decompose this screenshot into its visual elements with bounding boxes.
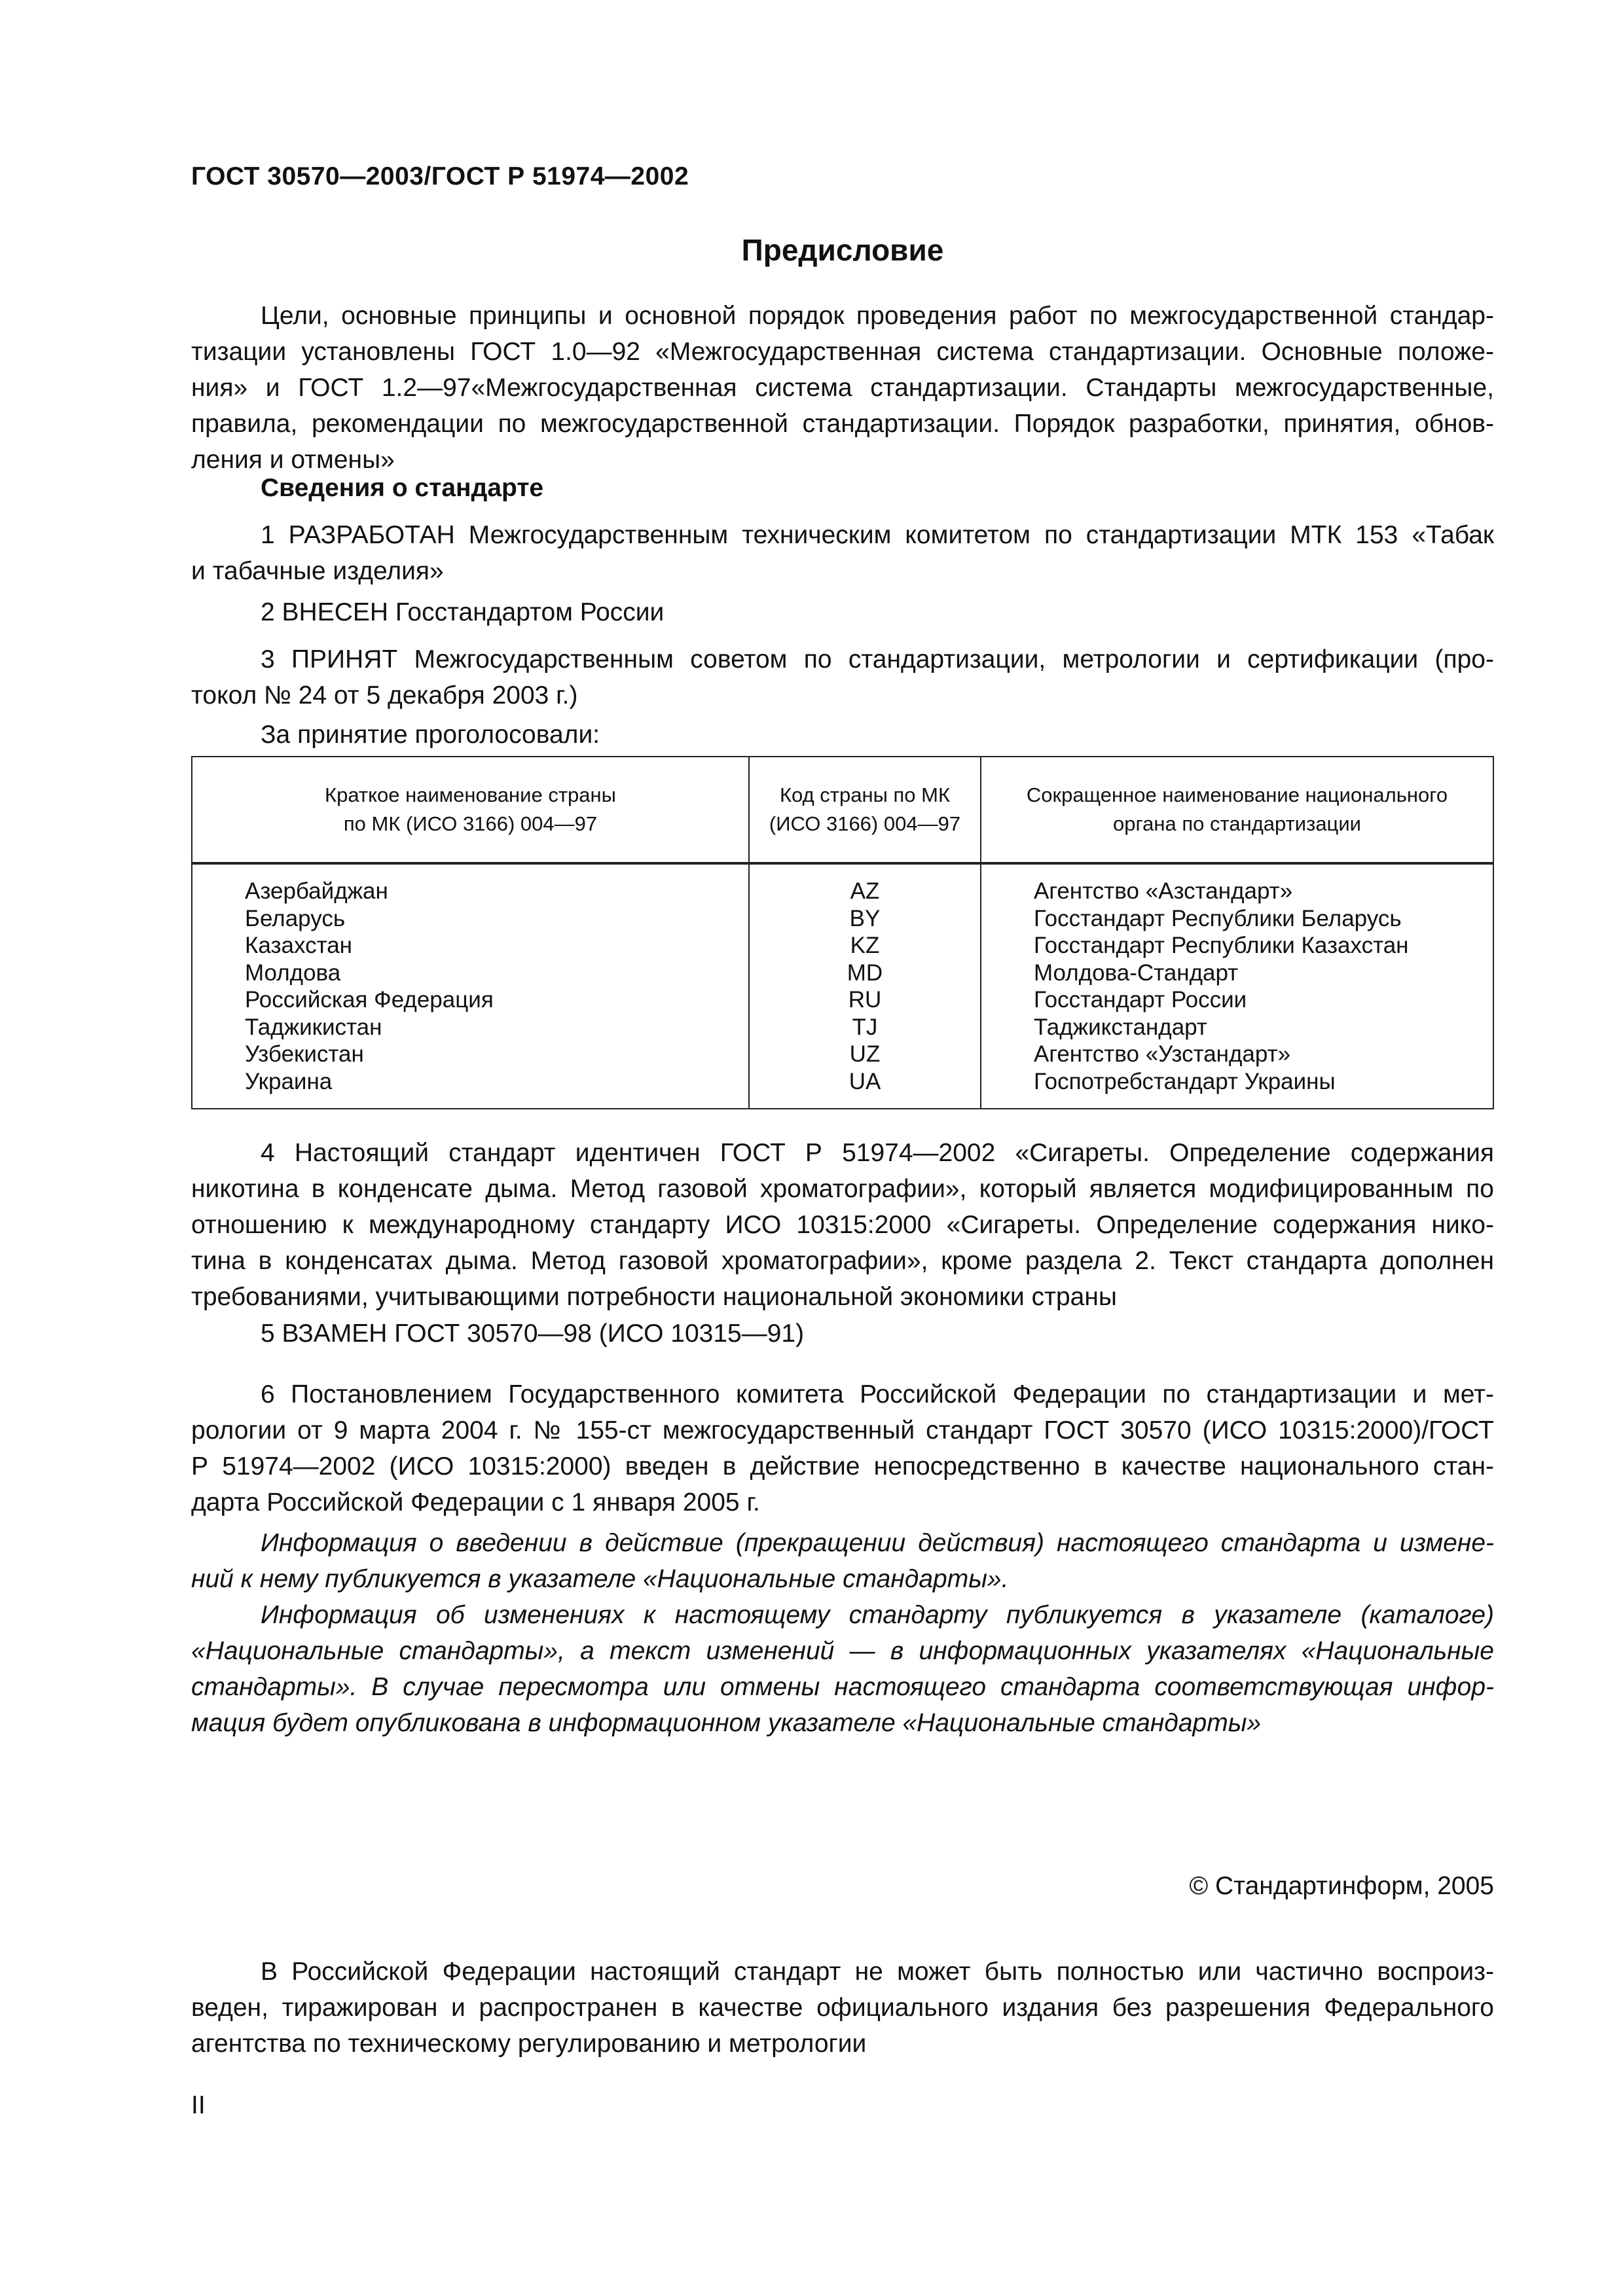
text-line: агентства по техническому регулированию и метрологии: [191, 2030, 867, 2058]
text-line: мация будет опубликована в информационном указателе «Национальные стандарты»: [191, 1709, 1262, 1737]
info-paragraph-2: [191, 1597, 1494, 1741]
code-cell: TJ: [852, 1014, 878, 1040]
text-line: тизации установлены ГОСТ 1.0—92 «Межгосударственная система стандартизации. Основные положе-: [191, 338, 1494, 366]
agency-cell: Госстандарт России: [1034, 987, 1247, 1013]
agency-cell: Госстандарт Республики Беларусь: [1034, 905, 1402, 931]
country-cell: Российская Федерация: [245, 987, 494, 1013]
text-line: правила, рекомендации по межгосударственной стандартизации. Порядок разработки, принятия, обнов-: [191, 410, 1494, 438]
text-line: ний к нему публикуется в указателе «Национальные стандарты».: [191, 1565, 1009, 1593]
code-cell: KZ: [850, 933, 880, 958]
text-line: тина в конденсатах дыма. Метод газовой хроматографии», кроме раздела 2. Текст стандарта дополнен: [191, 1247, 1494, 1275]
agency-cell: Агентство «Азстандарт»: [1034, 878, 1293, 904]
header-text: Код страны по МК: [779, 783, 951, 806]
text-line: В Российской Федерации настоящий стандарт не может быть полностью или частично воспроиз-: [261, 1958, 1494, 1986]
code-cell: UZ: [849, 1041, 881, 1067]
text-line: 2 ВНЕСЕН Госстандартом России: [261, 598, 665, 626]
table-body-row: [192, 863, 1493, 1109]
legal-notice: [191, 1954, 1494, 2062]
text-line: Информация о введении в действие (прекращении действия) настоящего стандарта и изменe-: [261, 1529, 1494, 1557]
text-line: веден, тиражирован и распространен в качестве официального издания без разрешения Федерального: [191, 1994, 1494, 2022]
text-line: требованиями, учитывающими потребности национальной экономики страны: [191, 1283, 1117, 1311]
agency-cell: Таджикстандарт: [1034, 1014, 1207, 1040]
country-cell: Беларусь: [245, 905, 346, 931]
text-line: ления и отмены»: [191, 446, 395, 474]
item-4: [191, 1135, 1494, 1315]
country-cell: Узбекистан: [245, 1041, 364, 1067]
code-cell: BY: [849, 905, 881, 931]
code-cell: RU: [848, 987, 882, 1013]
text-line: стандарты». В случае пересмотра или отмены настоящего стандарта соответствующая инфор-: [191, 1673, 1494, 1701]
info-paragraph-1: [191, 1525, 1494, 1597]
column-header-country: [192, 757, 749, 863]
country-cell: Таджикистан: [245, 1014, 382, 1040]
text-line: дарта Российской Федерации с 1 января 2005 г.: [191, 1488, 760, 1516]
text-line: Информация об изменениях к настоящему стандарту публикуется в указателе (каталоге): [261, 1601, 1494, 1629]
text-line: ния» и ГОСТ 1.2—97«Межгосударственная система стандартизации. Стандарты межгосударственные,: [191, 374, 1494, 402]
agency-cell: Молдова-Стандарт: [1034, 960, 1239, 986]
text-line: 4 Настоящий стандарт идентичен ГОСТ Р 51974—2002 «Сигареты. Определение содержания: [261, 1139, 1494, 1167]
text-line: отношению к международному стандарту ИСО 10315:2000 «Сигареты. Определение содержания нико-: [191, 1211, 1494, 1239]
header-text: по МК (ИСО 3166) 004—97: [343, 812, 598, 835]
item-3: [191, 641, 1494, 713]
text-line: За принятие проголосовали:: [261, 721, 600, 749]
item-5: [191, 1316, 1494, 1352]
agency-cell: Агентство «Узстандарт»: [1034, 1041, 1291, 1067]
item-6: [191, 1376, 1494, 1520]
item-2: [191, 594, 1494, 630]
agency-column: [981, 863, 1493, 1109]
item-1: [191, 517, 1494, 589]
copyright-notice: © Стандартинформ, 2005: [1189, 1872, 1494, 1900]
column-header-agency: [981, 757, 1493, 863]
text-line: 5 ВЗАМЕН ГОСТ 30570—98 (ИСО 10315—91): [261, 1319, 805, 1348]
table-header-row: [192, 757, 1493, 863]
code-cell: AZ: [850, 878, 880, 904]
document-code: ГОСТ 30570—2003/ГОСТ Р 51974—2002: [191, 162, 689, 190]
intro-paragraph: [191, 298, 1494, 478]
text-line: «Национальные стандарты», а текст изменений — в информационных указателях «Национальные: [191, 1637, 1494, 1665]
header-text: органа по стандартизации: [1113, 812, 1361, 835]
page-number: II: [191, 2091, 206, 2119]
column-header-code: [749, 757, 981, 863]
section-heading-text: Сведения о стандарте: [261, 474, 544, 502]
header-text: (ИСО 3166) 004—97: [769, 812, 961, 835]
text-line: 3 ПРИНЯТ Межгосударственным советом по стандартизации, метрологии и сертификации (про-: [261, 645, 1494, 673]
code-column: [749, 863, 981, 1109]
text-line: Р 51974—2002 (ИСО 10315:2000) введен в действие непосредственно в качестве национального стан-: [191, 1452, 1494, 1480]
country-cell: Азербайджан: [245, 878, 388, 904]
country-cell: Украина: [245, 1068, 333, 1094]
code-cell: UA: [848, 1068, 881, 1094]
voting-table: [191, 756, 1494, 1109]
text-line: Цели, основные принципы и основной порядок проведения работ по межгосударственной стандар-: [261, 302, 1494, 330]
page-title: Предисловие: [741, 233, 944, 267]
text-line: 6 Постановлением Государственного комитета Российской Федерации по стандартизации и мет-: [261, 1380, 1494, 1408]
country-cell: Казахстан: [245, 933, 353, 958]
code-cell: MD: [847, 960, 883, 986]
agency-cell: Госпотребстандарт Украины: [1034, 1068, 1336, 1094]
text-line: и табачные изделия»: [191, 557, 444, 585]
text-line: рологии от 9 марта 2004 г. № 155-ст межгосударственный стандарт ГОСТ 30570 (ИСО 10315:2000)/ГОСТ: [191, 1416, 1494, 1444]
section-heading: [191, 470, 1494, 506]
agency-cell: Госстандарт Республики Казахстан: [1034, 933, 1409, 958]
text-line: токол № 24 от 5 декабря 2003 г.): [191, 681, 578, 709]
text-line: 1 РАЗРАБОТАН Межгосударственным техническим комитетом по стандартизации МТК 153 «Табак: [261, 521, 1494, 549]
vote-intro: [191, 717, 1494, 753]
country-cell: Молдова: [245, 960, 341, 986]
text-line: никотина в конденсате дыма. Метод газовой хроматографии», который является модифицированным по: [191, 1175, 1494, 1203]
header-text: Краткое наименование страны: [325, 783, 616, 806]
header-text: Сокращенное наименование национального: [1026, 783, 1448, 806]
country-column: [192, 863, 749, 1109]
